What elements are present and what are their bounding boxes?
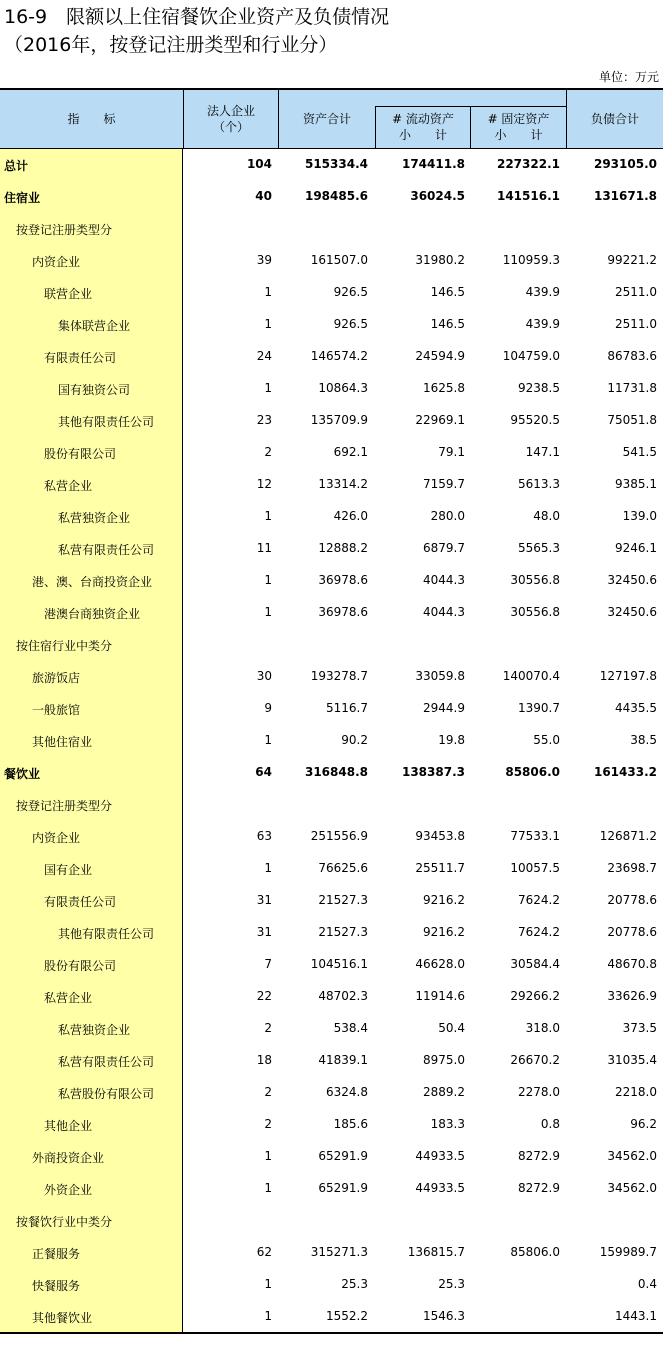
table-row [0, 853, 663, 885]
cell-entities: 1 [264, 1181, 272, 1195]
cell-liabilities: 48670.8 [607, 957, 657, 971]
row-label: 内资企业 [32, 255, 81, 269]
row-label: 内资企业 [32, 831, 81, 845]
table-bottom-rule [0, 1332, 663, 1334]
cell-total-assets: 926.5 [333, 317, 368, 331]
cell-total-assets: 104516.1 [310, 957, 368, 971]
cell-entities: 2 [264, 1085, 272, 1099]
cell-liabilities: 541.5 [622, 445, 657, 459]
cell-entities: 24 [256, 349, 272, 363]
table-row [0, 981, 663, 1013]
header-current-line2: 小 计 [398, 128, 447, 142]
row-label: 私营独资企业 [58, 511, 131, 525]
row-label: 正餐服务 [32, 1247, 81, 1261]
cell-entities: 12 [256, 477, 272, 491]
table-row [0, 309, 663, 341]
cell-current-assets: 4044.3 [423, 605, 465, 619]
cell-entities: 1 [264, 509, 272, 523]
cell-fixed-assets: 77533.1 [510, 829, 560, 843]
cell-liabilities: 9246.1 [615, 541, 657, 555]
cell-liabilities: 2511.0 [615, 317, 657, 331]
table-row [0, 949, 663, 981]
table-title: 16-9 限额以上住宿餐饮企业资产及负债情况 [4, 6, 390, 28]
cell-entities: 64 [255, 765, 272, 779]
cell-current-assets: 44933.5 [415, 1149, 465, 1163]
cell-fixed-assets: 439.9 [525, 317, 560, 331]
cell-entities: 18 [256, 1053, 272, 1067]
cell-fixed-assets: 141516.1 [496, 189, 560, 203]
cell-fixed-assets: 30556.8 [510, 605, 560, 619]
cell-current-assets: 136815.7 [407, 1245, 465, 1259]
header-indicator: 指 标 [67, 112, 116, 126]
cell-current-assets: 24594.9 [415, 349, 465, 363]
table-row [0, 341, 663, 373]
cell-current-assets: 1546.3 [423, 1309, 465, 1323]
cell-current-assets: 8975.0 [423, 1053, 465, 1067]
cell-fixed-assets: 26670.2 [510, 1053, 560, 1067]
cell-entities: 63 [256, 829, 272, 843]
table-row [0, 1013, 663, 1045]
row-label: 股份有限公司 [44, 959, 117, 973]
table-row [0, 661, 663, 693]
cell-liabilities: 293105.0 [593, 157, 657, 171]
table-row [0, 501, 663, 533]
cell-total-assets: 36978.6 [318, 573, 368, 587]
cell-current-assets: 44933.5 [415, 1181, 465, 1195]
cell-entities: 62 [256, 1245, 272, 1259]
header-current-assets [376, 111, 470, 143]
table-row [0, 181, 663, 213]
cell-total-assets: 21527.3 [318, 893, 368, 907]
row-label: 其他企业 [44, 1119, 93, 1133]
row-label: 总计 [4, 159, 29, 173]
cell-total-assets: 13314.2 [318, 477, 368, 491]
col-divider [566, 90, 567, 148]
cell-liabilities: 20778.6 [607, 925, 657, 939]
cell-liabilities: 2218.0 [615, 1085, 657, 1099]
cell-current-assets: 9216.2 [423, 925, 465, 939]
subtotal-group-rule [375, 106, 567, 107]
table-row [0, 917, 663, 949]
cell-entities: 23 [256, 413, 272, 427]
cell-liabilities: 99221.2 [607, 253, 657, 267]
cell-current-assets: 280.0 [430, 509, 465, 523]
table-subtitle: （2016年，按登记注册类型和行业分） [4, 34, 338, 56]
cell-entities: 2 [264, 445, 272, 459]
col-divider [470, 106, 471, 148]
row-label: 按登记注册类型分 [16, 799, 113, 813]
cell-entities: 7 [264, 957, 272, 971]
cell-total-assets: 538.4 [333, 1021, 368, 1035]
header-entities-line2: （个） [212, 120, 249, 134]
cell-total-assets: 135709.9 [310, 413, 368, 427]
cell-current-assets: 19.8 [438, 733, 465, 747]
header-total-assets: 资产合计 [302, 112, 351, 126]
row-label: 其他有限责任公司 [58, 927, 155, 941]
cell-liabilities: 33626.9 [607, 989, 657, 1003]
cell-liabilities: 86783.6 [607, 349, 657, 363]
row-label: 股份有限公司 [44, 447, 117, 461]
cell-entities: 2 [264, 1117, 272, 1131]
cell-current-assets: 25.3 [438, 1277, 465, 1291]
cell-entities: 1 [264, 1149, 272, 1163]
cell-total-assets: 36978.6 [318, 605, 368, 619]
row-label: 住宿业 [4, 191, 41, 205]
row-label: 集体联营企业 [58, 319, 131, 333]
cell-total-assets: 25.3 [341, 1277, 368, 1291]
cell-entities: 11 [256, 541, 272, 555]
row-label: 私营企业 [44, 479, 93, 493]
cell-entities: 22 [256, 989, 272, 1003]
cell-total-assets: 5116.7 [326, 701, 368, 715]
cell-entities: 30 [256, 669, 272, 683]
cell-current-assets: 31980.2 [415, 253, 465, 267]
cell-total-assets: 515334.4 [304, 157, 368, 171]
cell-total-assets: 10864.3 [318, 381, 368, 395]
cell-total-assets: 426.0 [333, 509, 368, 523]
cell-total-assets: 1552.2 [326, 1309, 368, 1323]
cell-entities: 1 [264, 573, 272, 587]
cell-liabilities: 1443.1 [615, 1309, 657, 1323]
cell-fixed-assets: 95520.5 [510, 413, 560, 427]
cell-fixed-assets: 7624.2 [518, 925, 560, 939]
cell-fixed-assets: 0.8 [540, 1117, 560, 1131]
table-row [0, 373, 663, 405]
cell-current-assets: 79.1 [438, 445, 465, 459]
table-row [0, 789, 663, 821]
cell-current-assets: 146.5 [430, 285, 465, 299]
cell-total-assets: 185.6 [333, 1117, 368, 1131]
cell-entities: 40 [255, 189, 272, 203]
cell-liabilities: 161433.2 [593, 765, 657, 779]
cell-total-assets: 161507.0 [310, 253, 368, 267]
cell-current-assets: 7159.7 [423, 477, 465, 491]
row-label: 快餐服务 [32, 1279, 81, 1293]
header-current-line1: # 流动资产 [392, 112, 454, 126]
cell-fixed-assets: 1390.7 [518, 701, 560, 715]
table-row [0, 1077, 663, 1109]
cell-current-assets: 2889.2 [423, 1085, 465, 1099]
cell-liabilities: 2511.0 [615, 285, 657, 299]
cell-entities: 1 [264, 605, 272, 619]
cell-current-assets: 33059.8 [415, 669, 465, 683]
row-label: 按登记注册类型分 [16, 223, 113, 237]
cell-liabilities: 131671.8 [593, 189, 657, 203]
row-label: 一般旅馆 [32, 703, 81, 717]
cell-entities: 1 [264, 1277, 272, 1291]
cell-total-assets: 926.5 [333, 285, 368, 299]
cell-current-assets: 50.4 [438, 1021, 465, 1035]
cell-current-assets: 11914.6 [415, 989, 465, 1003]
cell-fixed-assets: 5565.3 [518, 541, 560, 555]
table-row [0, 213, 663, 245]
cell-liabilities: 31035.4 [607, 1053, 657, 1067]
cell-fixed-assets: 8272.9 [518, 1149, 560, 1163]
cell-total-assets: 65291.9 [318, 1181, 368, 1195]
cell-fixed-assets: 30584.4 [510, 957, 560, 971]
row-label: 按餐饮行业中类分 [16, 1215, 113, 1229]
header-entities [184, 103, 278, 135]
unit-label: 单位：万元 [598, 70, 659, 84]
cell-entities: 39 [256, 253, 272, 267]
row-label: 有限责任公司 [44, 895, 117, 909]
row-label: 私营独资企业 [58, 1023, 131, 1037]
cell-entities: 9 [264, 701, 272, 715]
cell-fixed-assets: 55.0 [533, 733, 560, 747]
table-row [0, 1301, 663, 1333]
cell-entities: 1 [264, 733, 272, 747]
table-row [0, 725, 663, 757]
cell-current-assets: 146.5 [430, 317, 465, 331]
cell-liabilities: 32450.6 [607, 573, 657, 587]
row-label: 国有独资公司 [58, 383, 131, 397]
cell-fixed-assets: 7624.2 [518, 893, 560, 907]
row-label: 私营企业 [44, 991, 93, 1005]
cell-liabilities: 9385.1 [615, 477, 657, 491]
cell-liabilities: 139.0 [622, 509, 657, 523]
cell-total-assets: 6324.8 [326, 1085, 368, 1099]
table-row [0, 821, 663, 853]
header-liabilities: 负债合计 [590, 112, 639, 126]
cell-fixed-assets: 30556.8 [510, 573, 560, 587]
header-entities-line1: 法人企业 [206, 104, 255, 118]
row-label: 私营有限责任公司 [58, 1055, 155, 1069]
cell-fixed-assets: 140070.4 [502, 669, 560, 683]
col-divider [375, 106, 376, 148]
cell-liabilities: 38.5 [630, 733, 657, 747]
cell-liabilities: 4435.5 [615, 701, 657, 715]
cell-total-assets: 76625.6 [318, 861, 368, 875]
table-header [0, 90, 663, 148]
table-row [0, 565, 663, 597]
cell-current-assets: 1625.8 [423, 381, 465, 395]
table-row [0, 885, 663, 917]
table-row [0, 405, 663, 437]
cell-fixed-assets: 10057.5 [510, 861, 560, 875]
cell-entities: 31 [256, 925, 272, 939]
cell-fixed-assets: 29266.2 [510, 989, 560, 1003]
cell-total-assets: 692.1 [333, 445, 368, 459]
cell-fixed-assets: 85806.0 [505, 765, 560, 779]
cell-liabilities: 0.4 [637, 1277, 657, 1291]
cell-liabilities: 11731.8 [607, 381, 657, 395]
cell-current-assets: 25511.7 [415, 861, 465, 875]
row-label: 其他有限责任公司 [58, 415, 155, 429]
col-divider [183, 90, 184, 148]
cell-fixed-assets: 85806.0 [510, 1245, 560, 1259]
row-label: 国有企业 [44, 863, 93, 877]
cell-total-assets: 193278.7 [310, 669, 368, 683]
header-fixed-line2: 小 计 [494, 128, 543, 142]
cell-current-assets: 6879.7 [423, 541, 465, 555]
cell-fixed-assets: 5613.3 [518, 477, 560, 491]
cell-current-assets: 138387.3 [401, 765, 465, 779]
cell-liabilities: 20778.6 [607, 893, 657, 907]
cell-liabilities: 96.2 [630, 1117, 657, 1131]
cell-liabilities: 23698.7 [607, 861, 657, 875]
row-label: 外商投资企业 [32, 1151, 105, 1165]
cell-current-assets: 2944.9 [423, 701, 465, 715]
row-label: 有限责任公司 [44, 351, 117, 365]
col-divider [278, 90, 279, 148]
cell-entities: 31 [256, 893, 272, 907]
cell-liabilities: 34562.0 [607, 1181, 657, 1195]
table-row [0, 1269, 663, 1301]
table-row [0, 1109, 663, 1141]
table-row [0, 1173, 663, 1205]
row-label: 港澳台商独资企业 [44, 607, 141, 621]
cell-total-assets: 315271.3 [310, 1245, 368, 1259]
cell-fixed-assets: 227322.1 [496, 157, 560, 171]
cell-current-assets: 4044.3 [423, 573, 465, 587]
cell-liabilities: 127197.8 [599, 669, 657, 683]
cell-total-assets: 21527.3 [318, 925, 368, 939]
cell-current-assets: 46628.0 [415, 957, 465, 971]
row-label: 联营企业 [44, 287, 93, 301]
cell-fixed-assets: 2278.0 [518, 1085, 560, 1099]
cell-current-assets: 9216.2 [423, 893, 465, 907]
cell-fixed-assets: 48.0 [533, 509, 560, 523]
table-row [0, 437, 663, 469]
cell-current-assets: 22969.1 [415, 413, 465, 427]
cell-total-assets: 12888.2 [318, 541, 368, 555]
row-label: 其他餐饮业 [32, 1311, 93, 1325]
cell-total-assets: 65291.9 [318, 1149, 368, 1163]
cell-total-assets: 41839.1 [318, 1053, 368, 1067]
cell-fixed-assets: 439.9 [525, 285, 560, 299]
table-row [0, 1205, 663, 1237]
cell-fixed-assets: 8272.9 [518, 1181, 560, 1195]
cell-entities: 1 [264, 381, 272, 395]
table-row [0, 245, 663, 277]
cell-liabilities: 159989.7 [599, 1245, 657, 1259]
row-label: 外资企业 [44, 1183, 93, 1197]
cell-total-assets: 146574.2 [310, 349, 368, 363]
cell-fixed-assets: 147.1 [525, 445, 560, 459]
cell-fixed-assets: 104759.0 [502, 349, 560, 363]
table-row [0, 629, 663, 661]
cell-fixed-assets: 318.0 [525, 1021, 560, 1035]
cell-entities: 1 [264, 285, 272, 299]
cell-entities: 1 [264, 1309, 272, 1323]
cell-current-assets: 36024.5 [410, 189, 465, 203]
cell-fixed-assets: 110959.3 [502, 253, 560, 267]
table-row [0, 533, 663, 565]
cell-current-assets: 183.3 [430, 1117, 465, 1131]
table-row [0, 1045, 663, 1077]
table-row [0, 1141, 663, 1173]
cell-total-assets: 90.2 [341, 733, 368, 747]
row-label: 港、澳、台商投资企业 [32, 575, 153, 589]
header-fixed-assets [471, 111, 566, 143]
cell-total-assets: 251556.9 [310, 829, 368, 843]
table-row [0, 693, 663, 725]
cell-fixed-assets: 9238.5 [518, 381, 560, 395]
cell-entities: 1 [264, 317, 272, 331]
cell-liabilities: 32450.6 [607, 605, 657, 619]
cell-entities: 104 [246, 157, 272, 171]
cell-total-assets: 48702.3 [318, 989, 368, 1003]
cell-liabilities: 34562.0 [607, 1149, 657, 1163]
table-row [0, 1237, 663, 1269]
row-label: 按住宿行业中类分 [16, 639, 113, 653]
cell-current-assets: 93453.8 [415, 829, 465, 843]
table-row [0, 469, 663, 501]
table-row [0, 597, 663, 629]
row-label: 其他住宿业 [32, 735, 93, 749]
cell-total-assets: 316848.8 [304, 765, 368, 779]
cell-entities: 1 [264, 861, 272, 875]
row-label: 私营股份有限公司 [58, 1087, 155, 1101]
row-label: 私营有限责任公司 [58, 543, 155, 557]
cell-liabilities: 373.5 [622, 1021, 657, 1035]
table-row [0, 757, 663, 789]
cell-liabilities: 126871.2 [599, 829, 657, 843]
table-row [0, 149, 663, 181]
table-row [0, 277, 663, 309]
cell-total-assets: 198485.6 [304, 189, 368, 203]
row-label: 旅游饭店 [32, 671, 81, 685]
cell-entities: 2 [264, 1021, 272, 1035]
header-fixed-line1: # 固定资产 [487, 112, 550, 126]
cell-current-assets: 174411.8 [401, 157, 465, 171]
row-label: 餐饮业 [4, 767, 41, 781]
cell-liabilities: 75051.8 [607, 413, 657, 427]
